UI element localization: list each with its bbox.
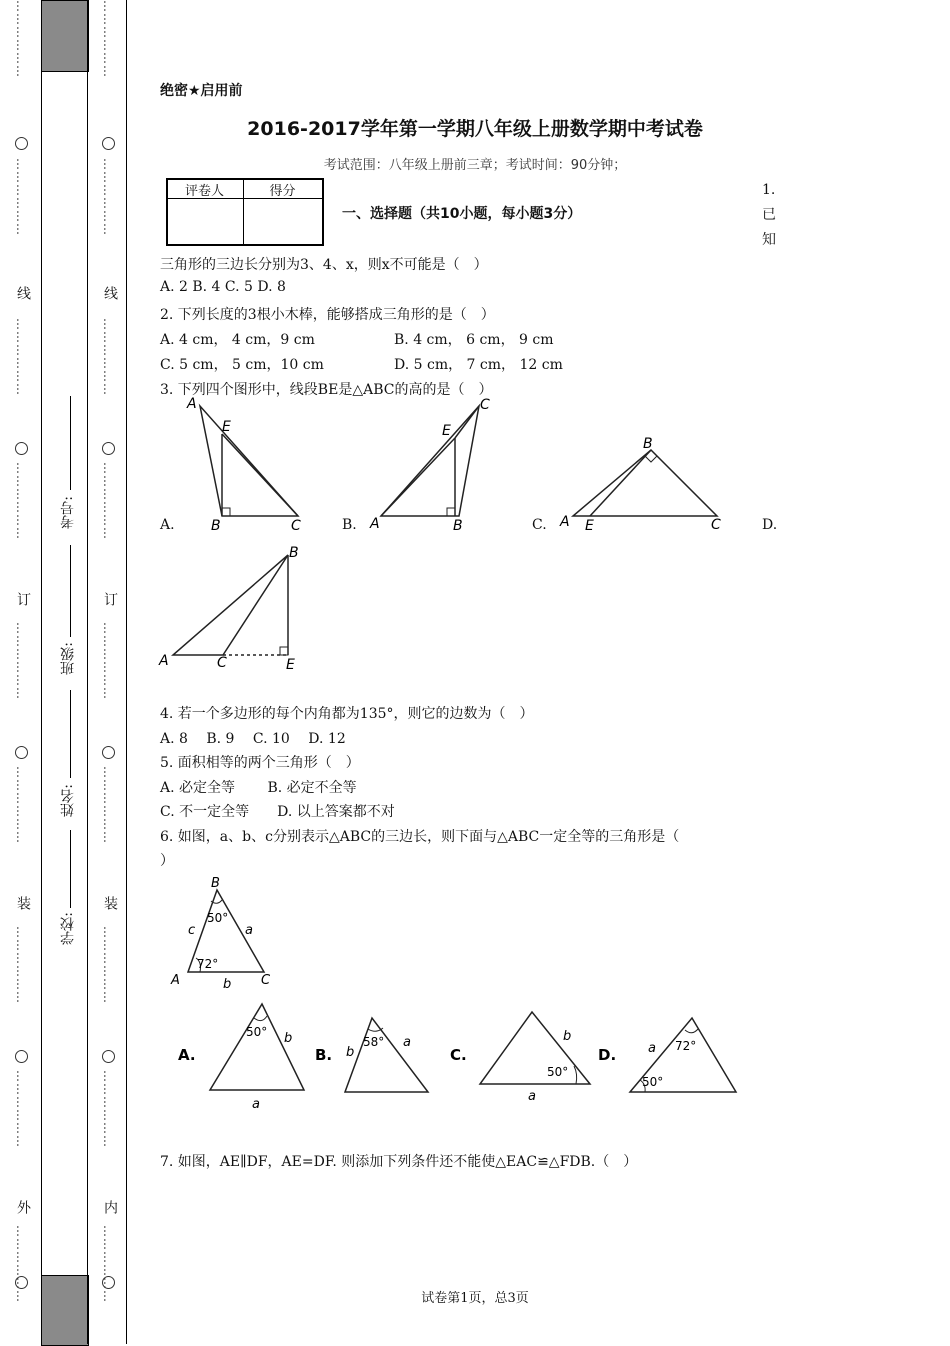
dots: ……………… — [14, 318, 28, 396]
q6-ang72: 72° — [197, 957, 219, 971]
q3b-right-angle — [447, 508, 455, 516]
field-class-label: 班级: — [60, 642, 76, 675]
ring-icon — [15, 137, 28, 150]
q3c-label-a: A — [560, 514, 570, 530]
dots: ……………… — [101, 158, 115, 236]
q6-label-c: C — [261, 973, 271, 988]
q3-text: 3. 下列四个图形中，线段BE是△ABC的高的是（ ） — [160, 382, 493, 398]
score-table-reviewer: 评卷人 — [184, 184, 224, 199]
outer-mark: 装 — [15, 896, 31, 910]
q4-text: 4. 若一个多边形的每个内角都为135°，则它的边数为（ ） — [160, 706, 534, 722]
q3b-label-c: C — [480, 397, 490, 413]
q3d-right-angle — [280, 647, 288, 655]
ring-icon — [102, 137, 115, 150]
q3b-label-e: E — [442, 423, 451, 439]
q6-text-cont: ） — [160, 853, 174, 869]
q6-option-a-triangle[interactable] — [210, 1004, 304, 1090]
inner-mark: 装 — [102, 896, 118, 910]
dots: ……………… — [101, 462, 115, 540]
binding-line — [87, 0, 88, 1344]
q1-options[interactable]: A. 2 B. 4 C. 5 D. 8 — [160, 279, 286, 295]
dots: ……………… — [14, 622, 28, 700]
q3-figure-b — [365, 392, 500, 537]
dots: ……………… — [101, 0, 115, 78]
q6-option-d-angle-top — [685, 1029, 698, 1033]
dots: ……………… — [101, 1070, 115, 1148]
outer-mark: 订 — [15, 592, 31, 606]
inner-mark: 线 — [102, 286, 118, 300]
field-name-line[interactable] — [70, 690, 71, 778]
dots: ……………… — [14, 1070, 28, 1148]
q3d-label-b: B — [289, 545, 299, 561]
ring-icon — [102, 746, 115, 759]
inner-mark: 订 — [102, 592, 118, 606]
ring-icon — [102, 1050, 115, 1063]
q2-option-c[interactable]: C. 5 cm， 5 cm，10 cm — [160, 357, 324, 373]
q3a-right-angle — [222, 508, 230, 516]
q7-text: 7. 如图，AE∥DF，AE=DF. 则添加下列条件还不能使△EAC≌△FDB.（ ） — [160, 1154, 638, 1170]
q3-figure-d — [155, 543, 315, 673]
q3b-side — [381, 438, 455, 516]
dots: ……………… — [101, 1225, 115, 1303]
ring-icon — [15, 746, 28, 759]
field-name-label: 姓名: — [60, 784, 76, 817]
q2-option-a[interactable]: A. 4 cm， 4 cm，9 cm — [160, 332, 315, 348]
page-title: 2016-2017学年第一学期八年级上册数学期中考试卷 — [247, 118, 703, 140]
dots: ……………… — [101, 622, 115, 700]
q6-option-a-b: b — [284, 1031, 293, 1046]
q3c-right-angle — [645, 456, 657, 462]
q3d-label-c: C — [217, 655, 227, 671]
section-title: 一、选择题（共10小题，每小题3分） — [342, 206, 582, 222]
ring-icon — [15, 1050, 28, 1063]
q6-option-d-ang72: 72° — [675, 1039, 697, 1053]
q3-figure-c — [555, 432, 735, 537]
field-class-line[interactable] — [70, 545, 71, 637]
q6-option-c-triangle[interactable] — [480, 1012, 590, 1084]
score-table — [166, 178, 322, 244]
score-cell[interactable] — [245, 200, 319, 242]
q6-option-c-label[interactable]: C. — [450, 1046, 467, 1064]
field-id-line[interactable] — [70, 396, 71, 490]
dots: ……………… — [101, 926, 115, 1004]
q1-side-number — [762, 178, 776, 253]
q6-label-b: B — [211, 876, 220, 891]
q3c-label-b: B — [643, 436, 653, 452]
q6-option-b-a: a — [403, 1035, 411, 1050]
q2-text: 2. 下列长度的3根小木棒，能够搭成三角形的是（ ） — [160, 307, 495, 323]
q6-option-a-angle — [254, 1016, 267, 1021]
q6-figure-main — [160, 870, 285, 995]
q3c-triangle — [573, 450, 717, 516]
dots: ……………… — [14, 158, 28, 236]
q3b-label-b: B — [453, 518, 463, 534]
inner-mark: 内 — [102, 1200, 118, 1214]
q1-side-char: 知 — [762, 232, 776, 248]
q3d-label-a: A — [159, 653, 169, 669]
q3a-label-b: B — [211, 518, 221, 534]
binding-grey-band — [41, 0, 89, 72]
q3-option-d-label[interactable]: D. — [762, 517, 778, 533]
dots: ……………… — [14, 926, 28, 1004]
reviewer-cell[interactable] — [168, 200, 242, 242]
q6-ang50: 50° — [207, 911, 229, 925]
ring-icon — [15, 1276, 28, 1289]
q6-option-d-label[interactable]: D. — [598, 1046, 617, 1064]
dots: ……………… — [101, 318, 115, 396]
q1-side-char: 已 — [762, 207, 776, 223]
dots: ……………… — [101, 766, 115, 844]
dots: ……………… — [14, 462, 28, 540]
q3-figure-a — [180, 392, 310, 537]
q5-options-ab[interactable]: A. 必定全等 B. 必定不全等 — [160, 780, 357, 796]
q1-side-char: 1. — [762, 182, 776, 198]
q2-option-b[interactable]: B. 4 cm， 6 cm， 9 cm — [394, 332, 554, 348]
q6-option-b-b: b — [346, 1045, 355, 1060]
q6-option-c-angle — [574, 1066, 577, 1084]
q6-label-a: A — [171, 973, 180, 988]
binding-line — [126, 0, 127, 1344]
secret-mark: 绝密★启用前 — [160, 83, 243, 99]
exam-info: 考试范围：八年级上册前三章；考试时间：90分钟； — [323, 158, 627, 173]
dots: ……………… — [14, 1225, 28, 1303]
ring-icon — [102, 1276, 115, 1289]
q6-option-c-a: a — [528, 1089, 536, 1104]
q6-option-b-triangle[interactable] — [345, 1018, 428, 1092]
q4-options[interactable]: A. 8 B. 9 C. 10 D. 12 — [160, 731, 346, 747]
q6-text: 6. 如图，a、b、c分别表示△ABC的三边长，则下面与△ABC一定全等的三角形是（ — [160, 829, 680, 845]
ring-icon — [15, 442, 28, 455]
q3a-label-a: A — [187, 396, 197, 412]
outer-mark: 外 — [15, 1200, 31, 1214]
binding-grey-band — [41, 1275, 89, 1346]
q6-option-b-label[interactable]: B. — [315, 1046, 333, 1064]
q3-option-b-label[interactable]: B. — [342, 517, 357, 533]
field-id-label: 考号: — [60, 496, 76, 529]
q3a-label-c: C — [291, 518, 301, 534]
field-school-label: 学校: — [60, 912, 76, 945]
score-table-score: 得分 — [269, 184, 296, 199]
q6-option-a-label[interactable]: A. — [178, 1046, 196, 1064]
q6-option-b-ang: 58° — [363, 1035, 385, 1049]
page-footer: 试卷第1页，总3页 — [421, 1291, 529, 1306]
q1-text: 三角形的三边长分别为3、4、x，则x不可能是（ ） — [160, 257, 488, 273]
outer-mark: 线 — [15, 286, 31, 300]
q3d-label-e: E — [286, 657, 295, 673]
q6-option-a-ang: 50° — [246, 1025, 268, 1039]
q6-label-b-side: b — [223, 977, 232, 992]
q3-option-a-label[interactable]: A. — [160, 517, 175, 533]
q3a-side — [222, 434, 298, 516]
q5-text: 5. 面积相等的两个三角形（ ） — [160, 755, 360, 771]
q6-option-c-ang: 50° — [547, 1065, 569, 1079]
q3b-label-a: A — [370, 516, 380, 532]
q6-options-figure[interactable] — [170, 996, 770, 1116]
ring-icon — [102, 442, 115, 455]
q6-option-d-a: a — [648, 1041, 656, 1056]
dots: ……………… — [14, 766, 28, 844]
q3c-label-e: E — [585, 518, 594, 534]
q6-option-a-a: a — [252, 1097, 260, 1112]
q3c-label-c: C — [711, 517, 721, 533]
binding-line — [41, 0, 42, 1344]
q5-options-cd[interactable]: C. 不一定全等 D. 以上答案都不对 — [160, 804, 395, 820]
q6-label-a-side: a — [245, 923, 253, 938]
q3-option-c-label[interactable]: C. — [532, 517, 547, 533]
q6-option-d-ang50: 50° — [642, 1075, 664, 1089]
dots: ……………… — [14, 0, 28, 78]
q6-label-c-side: c — [188, 923, 196, 938]
q2-option-d[interactable]: D. 5 cm， 7 cm， 12 cm — [394, 357, 563, 373]
q3d-triangle — [173, 555, 288, 655]
field-school-line[interactable] — [70, 830, 71, 908]
q6-option-c-b: b — [563, 1029, 572, 1044]
q3a-label-e: E — [222, 419, 231, 435]
q3c-segment-be — [590, 450, 651, 516]
